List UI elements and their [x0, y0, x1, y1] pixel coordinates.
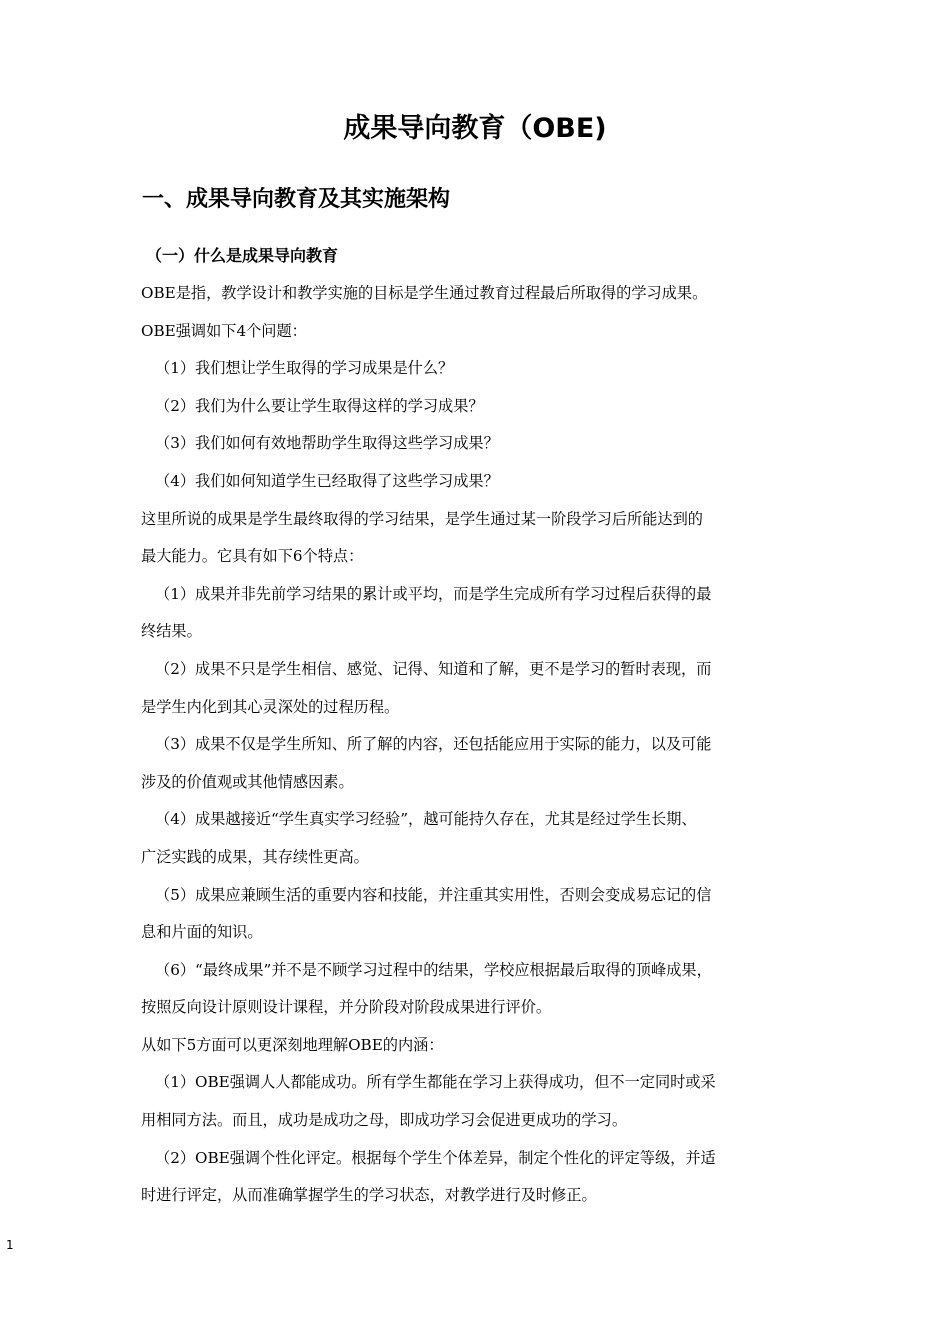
- document-title: 成果导向教育（OBE): [343, 113, 607, 144]
- list-item: （3）成果不仅是学生所知、所了解的内容，还包括能应用于实际的能力，以及可能: [155, 735, 712, 754]
- list-item: （5）成果应兼顾生活的重要内容和技能，并注重其实用性，否则会变成易忘记的信: [155, 885, 712, 904]
- paragraph-line: 从如下5方面可以更深刻地理解OBE的内涵：: [141, 1035, 444, 1054]
- list-item-continuation: 用相同方法。而且，成功是成功之母，即成功学习会促进更成功的学习。: [141, 1111, 627, 1130]
- list-item-continuation: 按照反向设计原则设计课程，并分阶段对阶段成果进行评价。: [141, 998, 552, 1017]
- list-item: （1）我们想让学生取得的学习成果是什么？: [155, 359, 454, 378]
- list-item-continuation: 终结果。: [141, 622, 202, 641]
- body-text: [141, 275, 831, 1215]
- list-item: （2）我们为什么要让学生取得这样的学习成果？: [155, 396, 484, 415]
- list-item: （3）我们如何有效地帮助学生取得这些学习成果？: [155, 434, 499, 453]
- paragraph-line: 最大能力。它具有如下6个特点：: [141, 547, 364, 566]
- list-item-continuation: 时进行评定，从而准确掌握学生的学习状态，对教学进行及时修正。: [141, 1186, 597, 1205]
- list-item: （4）成果越接近“学生真实学习经验”，越可能持久存在，尤其是经过学生长期、: [155, 810, 697, 829]
- list-item: （1）OBE强调人人都能成功。所有学生都能在学习上获得成功，但不一定同时或采: [155, 1073, 716, 1092]
- list-item: （6）“最终成果”并不是不顾学习过程中的结果，学校应根据最后取得的顶峰成果，: [155, 960, 712, 979]
- list-item-continuation: 是学生内化到其心灵深处的过程历程。: [141, 697, 400, 716]
- list-item: （4）我们如何知道学生已经取得了这些学习成果？: [155, 471, 499, 490]
- paragraph-line: OBE强调如下4个问题：: [141, 321, 307, 340]
- subsection-heading: （一）什么是成果导向教育: [146, 246, 339, 265]
- list-item: （1）成果并非先前学习结果的累计或平均，而是学生完成所有学习过程后获得的最: [155, 584, 712, 603]
- page-number: 1: [6, 1238, 14, 1252]
- list-item-continuation: 息和片面的知识。: [141, 923, 263, 942]
- list-item-continuation: 广泛实践的成果，其存续性更高。: [141, 847, 369, 866]
- list-item: （2）成果不只是学生相信、感觉、记得、知道和了解，更不是学习的暂时表现，而: [155, 659, 712, 678]
- paragraph-line: 这里所说的成果是学生最终取得的学习结果，是学生通过某一阶段学习后所能达到的: [141, 509, 703, 528]
- list-item-continuation: 涉及的价值观或其他情感因素。: [141, 772, 354, 791]
- list-item: （2）OBE强调个性化评定。根据每个学生个体差异，制定个性化的评定等级，并适: [155, 1148, 716, 1167]
- section-heading: 一、成果导向教育及其实施架构: [142, 187, 451, 212]
- paragraph-line: OBE是指，教学设计和教学实施的目标是学生通过教育过程最后所取得的学习成果。: [141, 284, 708, 302]
